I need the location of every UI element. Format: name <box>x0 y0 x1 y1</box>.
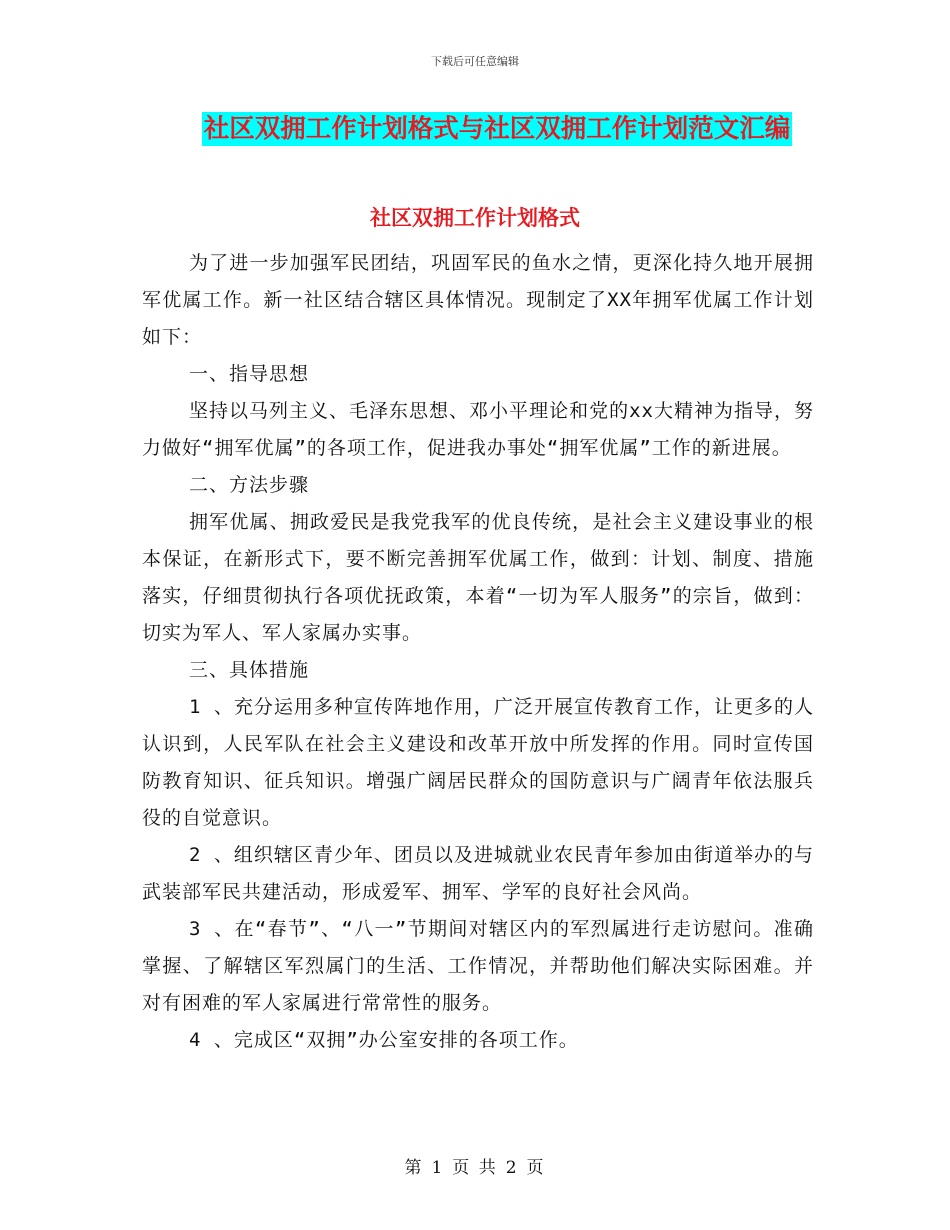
paragraph-guiding-ideology: 坚持以马列主义、毛泽东思想、邓小平理论和党的xx大精神为指导，努力做好“拥军优属”的各项工作，促进我办事处“拥军优属”工作的新进展。 <box>142 400 814 459</box>
page-footer <box>0 1153 950 1178</box>
main-title: 社区双拥工作计划格式与社区双拥工作计划范文汇编 <box>203 114 791 144</box>
footer-page-number: 1 <box>431 1158 445 1178</box>
heading-guiding-ideology: 一、指导思想 <box>189 363 310 385</box>
paragraph-measure-3: 3 、在“春节”、“八一”节期间对辖区内的军烈属进行走访慰问。准确掌握、了解辖区军烈属门的生活、工作情况，并帮助他们解决实际困难。并对有困难的军人家属进行常常性的服务。 <box>142 918 814 1014</box>
body-text <box>142 245 814 1059</box>
header-note: 下载后可任意编辑 <box>431 55 519 68</box>
paragraph-intro: 为了进一步加强军民团结，巩固军民的鱼水之情，更深化持久地开展拥军优属工作。新一社区结合辖区具体情况。现制定了XX年拥军优属工作计划如下： <box>142 252 814 348</box>
heading-methods-steps: 二、方法步骤 <box>189 474 310 496</box>
main-title-container <box>190 112 804 146</box>
heading-specific-measures: 三、具体措施 <box>189 659 310 681</box>
footer-prefix: 第 <box>404 1158 424 1178</box>
paragraph-measure-1: 1 、充分运用多种宣传阵地作用，广泛开展宣传教育工作，让更多的人认识到，人民军队在社会主义建设和改革开放中所发挥的作用。同时宣传国防教育知识、征兵知识。增强广阔居民群众的国防意识与广阔青年依法服兵役的自觉意识。 <box>142 696 814 829</box>
footer-total-pages: 2 <box>505 1158 519 1178</box>
paragraph-measure-2: 2 、组织辖区青少年、团员以及进城就业农民青年参加由街道举办的与武装部军民共建活动，形成爱军、拥军、学军的良好社会风尚。 <box>142 844 814 903</box>
footer-mid: 页 共 <box>452 1158 498 1178</box>
paragraph-measure-4: 4 、完成区“双拥”办公室安排的各项工作。 <box>189 1029 579 1051</box>
footer-suffix: 页 <box>526 1158 546 1178</box>
paragraph-methods-steps: 拥军优属、拥政爱民是我党我军的优良传统，是社会主义建设事业的根本保证，在新形式下，要不断完善拥军优属工作，做到：计划、制度、措施落实，仔细贯彻执行各项优抚政策，本着“一切为军人服务”的宗旨，做到：切实为军人、军人家属办实事。 <box>142 511 814 644</box>
section-title: 社区双拥工作计划格式 <box>370 205 580 230</box>
